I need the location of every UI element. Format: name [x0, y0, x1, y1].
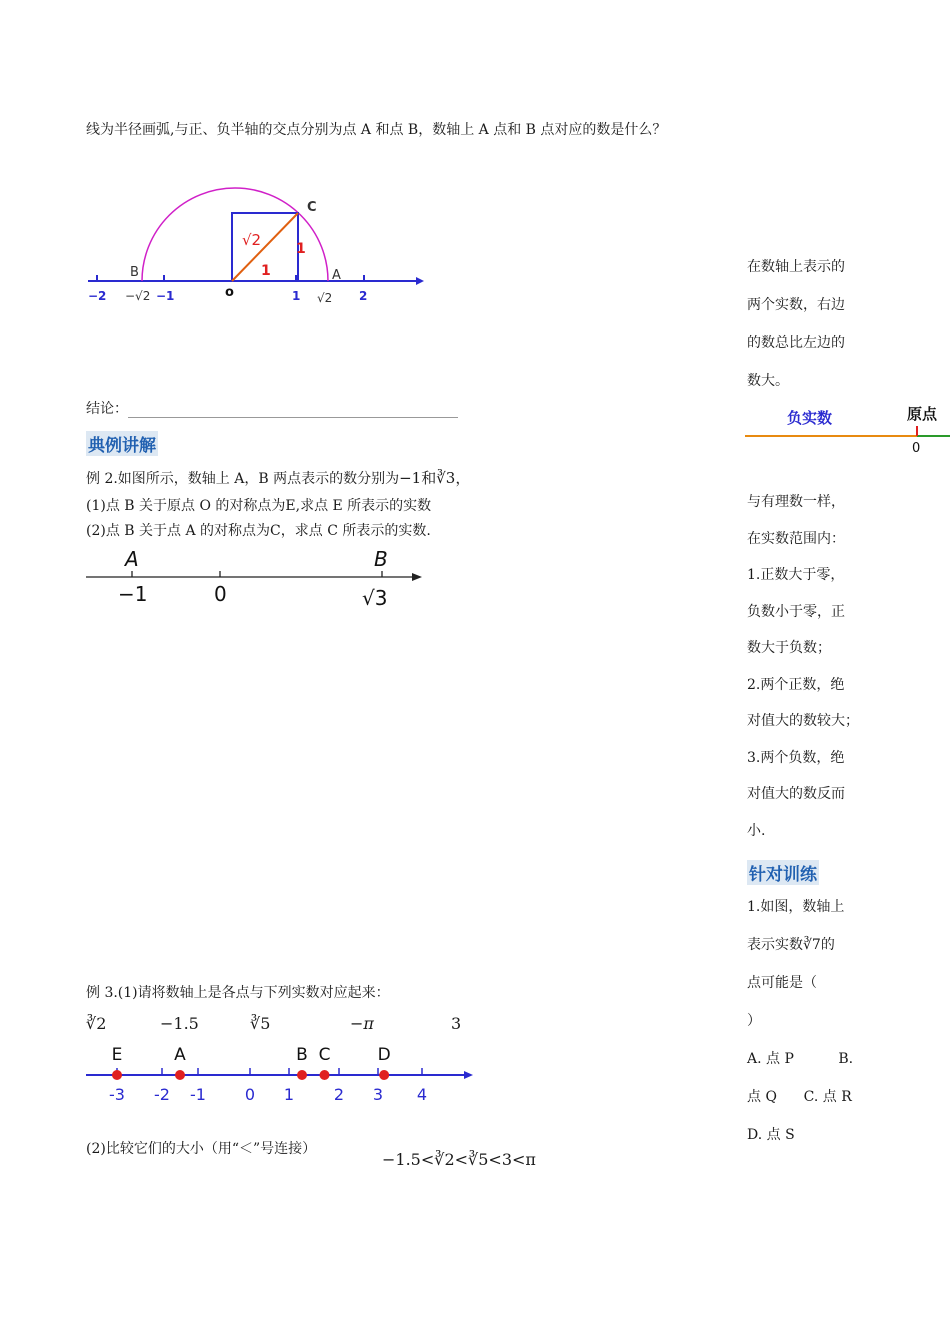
- tick-neg1: −1: [156, 289, 175, 303]
- sidebar-line: 点 Q C. 点 R: [747, 1089, 852, 1105]
- sidebar-line: 对值大的数较大；: [747, 713, 859, 729]
- example2-math: −1和∛3，: [399, 469, 471, 487]
- sidebar-line: 两个实数，右边: [747, 297, 845, 313]
- sidebar-line: 数大于负数；: [747, 640, 831, 656]
- ex3-num-2: ∛5: [250, 1014, 271, 1033]
- tick-2: 2: [359, 289, 368, 303]
- ex3-num-0: ∛2: [86, 1014, 107, 1033]
- sidebar-line: ）: [747, 1013, 761, 1029]
- example2-q1: (1)点 B 关于原点 O 的对称点为E,求点 E 所表示的实数: [86, 498, 432, 514]
- conclusion-line: [86, 398, 458, 418]
- sidebar-line: 与有理数一样，: [747, 494, 845, 510]
- sidebar-line: 1.正数大于零，: [747, 567, 845, 583]
- conclusion-label: 结论：: [86, 401, 128, 417]
- example2-text: 例 2.如图所示，数轴上 A，B 两点表示的数分别为: [86, 471, 400, 487]
- sidebar-origin-figure: [745, 400, 950, 455]
- ex3-num-4: 3: [451, 1014, 462, 1033]
- ex3-point-label: C: [318, 1045, 331, 1065]
- ex3-tick-label: 4: [416, 1085, 428, 1104]
- sidebar-block-3: [747, 888, 853, 1154]
- sidebar-line: 2.两个正数，绝: [747, 676, 845, 693]
- neg-real-label: 负实数: [787, 409, 833, 427]
- ex3-point: [112, 1070, 122, 1080]
- example3-intro: 例 3.(1)请将数轴上是各点与下列实数对应起来：: [86, 985, 390, 1001]
- ex3-point: [320, 1070, 330, 1080]
- sidebar-line: 点可能是（: [747, 975, 817, 991]
- sidebar-line: 1.如图，数轴上: [747, 899, 845, 915]
- sidebar-line: 在数轴上表示的: [747, 259, 845, 275]
- example2-line1: [86, 467, 470, 488]
- ex3-point: [379, 1070, 389, 1080]
- heading-practice: 针对训练: [747, 860, 819, 885]
- ex3-tick-label: -3: [109, 1085, 125, 1104]
- sidebar-block-1: [747, 248, 845, 400]
- ex2-label-b: B: [374, 547, 388, 571]
- example2-number-line: [80, 545, 430, 615]
- example3-q2: (2)比较它们的大小（用“＜”号连接）: [86, 1141, 317, 1157]
- side-one-bottom: 1: [261, 263, 271, 279]
- ex2-label-a: A: [125, 547, 139, 571]
- sidebar-line: 的数总比左边的: [747, 335, 845, 351]
- diag-label: √2: [242, 231, 262, 249]
- side-one-right: 1: [296, 241, 306, 257]
- ex3-num-1: −1.5: [160, 1014, 199, 1033]
- ex3-tick-label: 0: [244, 1085, 256, 1104]
- label-o: o: [225, 285, 234, 300]
- origin-zero: 0: [912, 441, 921, 455]
- ex3-tick-label: -1: [190, 1085, 206, 1104]
- ex2-zero: 0: [214, 582, 227, 606]
- sidebar-line: 3.两个负数，绝: [747, 749, 845, 766]
- tick-neg2: −2: [88, 289, 107, 303]
- ex3-point-label: D: [377, 1045, 391, 1065]
- ex2-val-a: −1: [118, 582, 148, 606]
- example2-q2: (2)点 B 关于点 A 的对称点为C，求点 C 所表示的实数.: [86, 523, 431, 539]
- ex3-point: [175, 1070, 185, 1080]
- example3-answer: −1.5<∛2<∛5<3<π: [382, 1150, 536, 1169]
- sidebar-block-2: [747, 484, 859, 849]
- tick-neg-sqrt2: −√2: [125, 289, 151, 303]
- sidebar-line: 表示实数∛7的: [747, 937, 835, 953]
- ex3-num-3: −π: [350, 1014, 374, 1033]
- ex3-point-label: E: [111, 1045, 123, 1065]
- tick-1: 1: [292, 289, 301, 303]
- ex3-tick-label: 2: [333, 1085, 345, 1104]
- sidebar-line: 数大。: [747, 373, 789, 389]
- tick-sqrt2: √2: [317, 291, 333, 305]
- ex3-tick-label: 3: [372, 1085, 384, 1104]
- ex3-point-label: B: [296, 1045, 308, 1065]
- sidebar-line: A. 点 P B.: [747, 1051, 854, 1067]
- sidebar-line: 小.: [747, 822, 766, 839]
- ex3-point-label: A: [174, 1045, 186, 1065]
- heading-examples: 典例讲解: [86, 431, 158, 456]
- sidebar-line: 负数小于零，正: [747, 603, 845, 620]
- figure-semicircle-number-line: [80, 175, 430, 310]
- sidebar-line: 在实数范围内：: [747, 530, 845, 547]
- origin-label: 原点: [907, 405, 938, 423]
- ex3-tick-label: 1: [283, 1085, 295, 1104]
- example3-number-line: [80, 1040, 480, 1110]
- label-a: A: [332, 268, 341, 283]
- sidebar-line: 对值大的数反而: [747, 786, 845, 802]
- sidebar-line: D. 点 S: [747, 1127, 795, 1143]
- ex3-tick-label: -2: [154, 1085, 170, 1104]
- ex2-val-b: √3: [362, 586, 388, 610]
- intro-text: 线为半径画弧,与正、负半轴的交点分别为点 A 和点 B，数轴上 A 点和 B 点对应的数是什么？: [86, 122, 667, 138]
- conclusion-blank[interactable]: [128, 403, 458, 418]
- label-b: B: [130, 265, 139, 280]
- label-c: C: [307, 200, 317, 215]
- ex3-point: [297, 1070, 307, 1080]
